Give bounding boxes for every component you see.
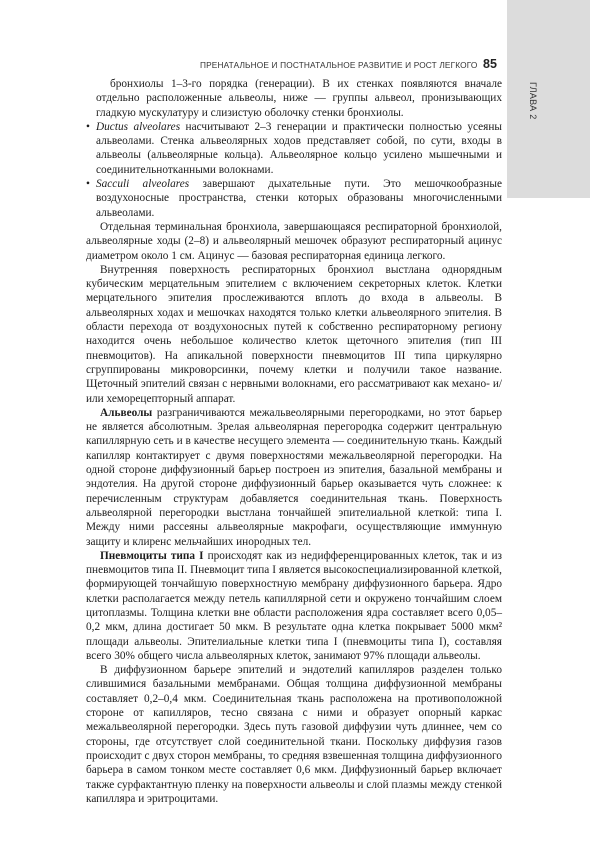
chapter-tab: [507, 0, 590, 198]
page-number: 85: [483, 57, 497, 71]
bullet-item-ductus: [86, 120, 502, 177]
bullet-body: насчитывают 2–3 генерации и практически полностью усеяны альвеолами. Стенка альвеолярных ходов представляет собой, по сути, входы в альвеолы (альвеолярные кольца). Альвеолярное кольцо усилено мышечными и соединительнотканными волокнами.: [96, 120, 502, 176]
paragraph-pneumocytes: [86, 549, 502, 663]
page-body: [86, 77, 502, 806]
bullet-marker: •: [86, 120, 90, 133]
latin-term: Ductus alveolares: [96, 120, 181, 133]
bold-lead: Альвеолы: [100, 406, 153, 419]
continued-bullet-text: бронхиолы 1–3-го порядка (генерации). В их стенках появляются вначале отдельно расположенные альвеолы, ниже — группы альвеол, пронизывающих гладкую мускулатуру и слизистую оболочку стенки бронхиолы.: [96, 78, 502, 119]
paragraph-text: происходят как из недифференцированных клеток, так и из пневмоцитов типа II. Пневмоцит типа I является высокоспециализированной клеткой, формирующей тончайшую поверхностную мембрану диффузионного барьера. Ядро клетки располагается между петель капиллярной сети и окружено тончайшим слоем цитоплазмы. Толщина клетки вне области расположения ядра составляет всего 0,05–0,2 мкм, длина достигает 50 мкм. В результате одна клетка покрывает 5000 мкм² площади альвеолы. Эпителиальные клетки типа I (пневмоциты типа I), составляя всего 30% общего числа альвеолярных клеток, занимают 97% площади альвеолы.: [86, 549, 502, 662]
chapter-tab-label: ГЛАВА 2: [528, 82, 538, 120]
paragraph-diffusion-barrier: В диффузионном барьере эпителий и эндотелий капилляров разделен только слившимися базальными мембранами. Общая толщина диффузионной мембраны составляет 0,2–0,4 мкм. Соединительная ткань расположена на противоположной стороне от капилляров, тесно связана с ними и образует опорный каркас межальвеолярной перегородки. Здесь путь газовой диффузии чуть длиннее, чем со стороны, где отсутствует слой соединительной ткани. Поскольку диффузия газов происходит с двух сторон мембраны, то средняя взвешенная толщина диффузионного барьера в самом тонком месте составляет 0,6 мкм. Диффузионный барьер включает также сурфактантную пленку на поверхности альвеолы и слой плазмы между стенкой капилляра и эритроцитами.: [86, 664, 502, 805]
paragraph-alveoli: [86, 406, 502, 549]
bullet-text: [96, 177, 502, 220]
latin-term: Sacculi alveolares: [96, 178, 190, 191]
bold-lead: Пневмоциты типа I: [100, 549, 204, 562]
bullet-item-sacculi: [86, 177, 502, 220]
paragraph-acinus: Отдельная терминальная бронхиола, завершающаяся респираторной бронхиолой, альвеолярные ходы (2–8) и альвеолярный мешочек образуют респираторный ацинус диаметром около 1 см. Ацинус — базовая респираторная единица легкого.: [86, 220, 502, 262]
paragraph-text: разграничиваются межальвеолярными перегородками, но этот барьер не является абсолютным. Зрелая альвеолярная перегородка содержит центральную капиллярную сеть и в качестве несущего элемента — соединительную ткань. Каждый капилляр контактирует с двумя поверхностями межальвеолярной перегородки. На одной стороне диффузионный барьер построен из эпителия, базальной мембраны и эндотелия. На другой стороне диффузионный барьер оказывается чуть сложнее: к перечисленным структурам добавляется соединительная ткань. Поверхность альвеолярной перегородки выстлана тончайшей эпителиальной клеткой: типа I. Между ними рассеяны альвеолярные макрофаги, осуществляющие иммунную защиту и клиренс мельчайших инородных тел.: [86, 406, 502, 548]
bullet-text: [96, 120, 502, 177]
bullet-body: завершают дыхательные пути. Это мешочкообразные воздухоносные пространства, стенки которых образованы многочисленными альвеолами.: [96, 178, 502, 219]
running-title: ПРЕНАТАЛЬНОЕ И ПОСТНАТАЛЬНОЕ РАЗВИТИЕ И РОСТ ЛЕГКОГО: [200, 60, 478, 70]
bullet-marker: •: [86, 178, 90, 191]
paragraph-epithelium: Внутренняя поверхность респираторных бронхиол выстлана однорядным кубическим мерцательным эпителием с включением секреторных клеток. Клетки мерцательного эпителия прослеживаются вплоть до входа в альвеолы. В альвеолярных ходах и мешочках находятся только клетки альвеолярного эпителия. В области перехода от воздухоносных путей к собственно респираторному региону находится очень небольшое количество клеток щеточного эпителия (тип III пневмоцитов). На апикальной поверхности пневмоцитов III типа циркулярно сгруппированы микроворсинки, почему клетки и получили такое название. Щеточный эпителий связан с нервными волокнами, его рассматривают как механо- и/или хеморецепторный аппарат.: [86, 263, 502, 405]
